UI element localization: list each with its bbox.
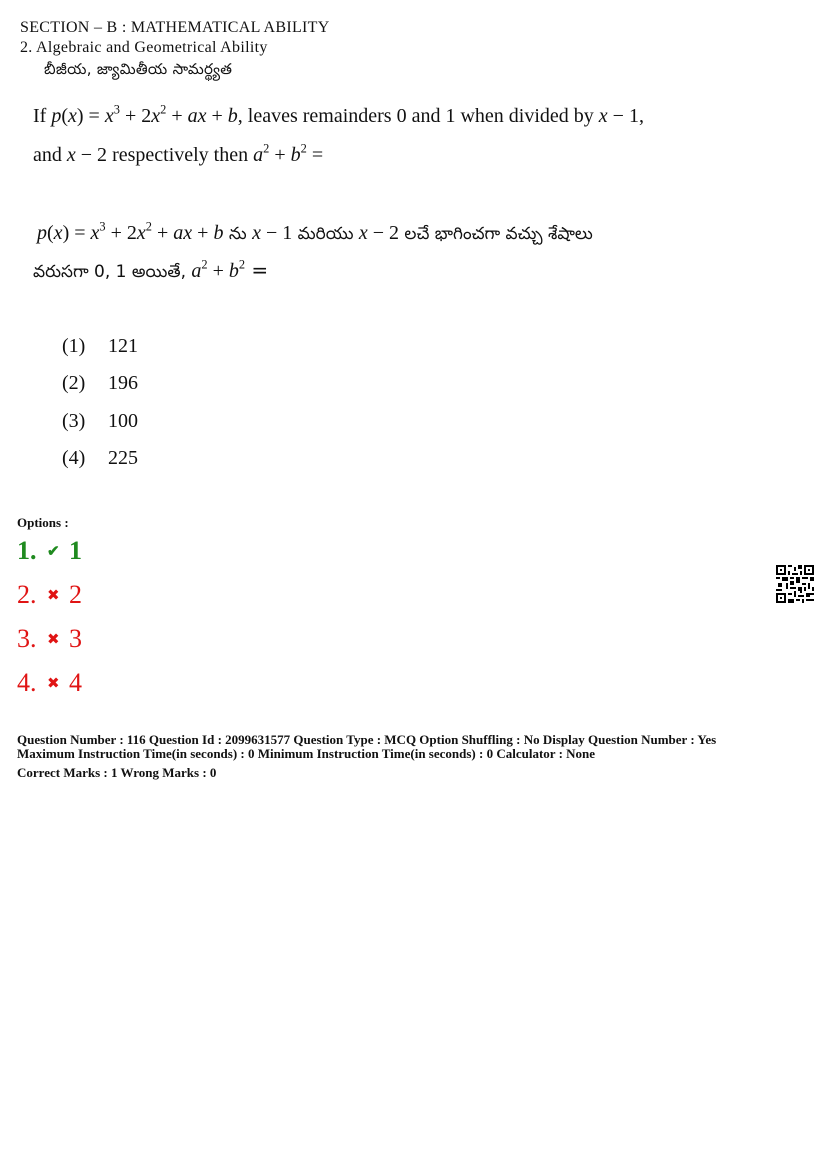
- answer-choice-2: [62, 372, 138, 395]
- cross-icon: ✖: [47, 676, 60, 692]
- subject-title-telugu: బీజీయ, జ్యామితీయ సామర్థ్యత: [44, 60, 233, 78]
- option-3: [17, 624, 82, 654]
- cross-icon: ✖: [47, 632, 60, 648]
- math-divisor-1: x − 1: [598, 105, 639, 127]
- option-2: [17, 580, 82, 610]
- math-divisor-2: x − 2: [66, 144, 108, 166]
- section-title: SECTION – B : MATHEMATICAL ABILITY: [20, 19, 330, 36]
- question-meta-line-3: Correct Marks : 1 Wrong Marks : 0: [17, 765, 217, 780]
- question-meta-line-2: Maximum Instruction Time(in seconds) : 0 Minimum Instruction Time(in seconds) : 0 Calculator : None: [17, 746, 596, 761]
- choice-value: 196: [108, 372, 138, 394]
- qr-code-icon: [776, 565, 814, 603]
- question-en-line-1: [33, 102, 644, 128]
- choice-value: 100: [108, 410, 138, 432]
- math-polynomial-rest: $(x) = x^3 + 2x^2$ + ax + b: [61, 102, 238, 127]
- question-text-te: =: [245, 258, 269, 282]
- question-text-te: ను: [223, 224, 253, 244]
- math-sum-squares-te: $a^2 + b^2$: [191, 257, 246, 282]
- option-1: [17, 536, 82, 566]
- answer-choice-3: [62, 410, 138, 433]
- question-text: If: [33, 105, 52, 127]
- option-value: 2: [69, 580, 82, 609]
- choice-number: (4): [62, 447, 86, 469]
- math-expressions-plain: [0, 0, 1, 1]
- answer-choice-4: [62, 447, 138, 470]
- question-text: ,: [638, 105, 644, 127]
- question-meta-line-1: Question Number : 116 Question Id : 2099631577 Question Type : MCQ Option Shuffling : No Display Question Number : Yes: [17, 732, 717, 747]
- option-number: 4.: [17, 668, 37, 697]
- options-title: Options :: [17, 515, 69, 530]
- choice-number: (2): [62, 372, 86, 394]
- option-number: 2.: [17, 580, 37, 609]
- question-text-te: లచే భాగించగా వచ్చు శేషాలు: [399, 224, 593, 244]
- question-text: and: [33, 144, 67, 166]
- answer-choice-1: [62, 335, 138, 358]
- option-number: 1.: [17, 536, 37, 565]
- expr-polynomial: [0, 0, 1, 1]
- math-polynomial: p: [51, 105, 62, 127]
- option-value: 4: [69, 668, 82, 697]
- choice-value: 121: [108, 335, 138, 357]
- math-polynomial-te: $p(x) = x^3 + 2x^2$ + ax + b: [37, 219, 224, 244]
- math-divisor-1-te: x − 1: [252, 222, 293, 244]
- choice-number: (1): [62, 335, 86, 357]
- math-sum-squares: $a^2 + b^2$: [253, 141, 307, 166]
- question-te-line-1: [37, 220, 593, 248]
- choice-value: 225: [108, 447, 138, 469]
- option-4: [17, 668, 82, 698]
- option-value: 1: [69, 536, 82, 565]
- option-number: 3.: [17, 624, 37, 653]
- question-text-te: వరుసగా 0, 1 అయితే,: [33, 262, 192, 282]
- cross-icon: ✖: [47, 588, 60, 604]
- check-icon: ✔: [47, 544, 60, 560]
- question-text: =: [306, 144, 324, 166]
- subject-title: 2. Algebraic and Geometrical Ability: [20, 39, 268, 56]
- question-text-te: మరియు: [292, 224, 359, 244]
- choice-number: (3): [62, 410, 86, 432]
- question-te-line-2: [33, 258, 268, 286]
- option-value: 3: [69, 624, 82, 653]
- question-en-line-2: [33, 141, 324, 167]
- question-text: respectively then: [107, 144, 254, 166]
- math-divisor-2-te: x − 2: [358, 222, 400, 244]
- question-text: , leaves remainders 0 and 1 when divided by: [237, 105, 599, 127]
